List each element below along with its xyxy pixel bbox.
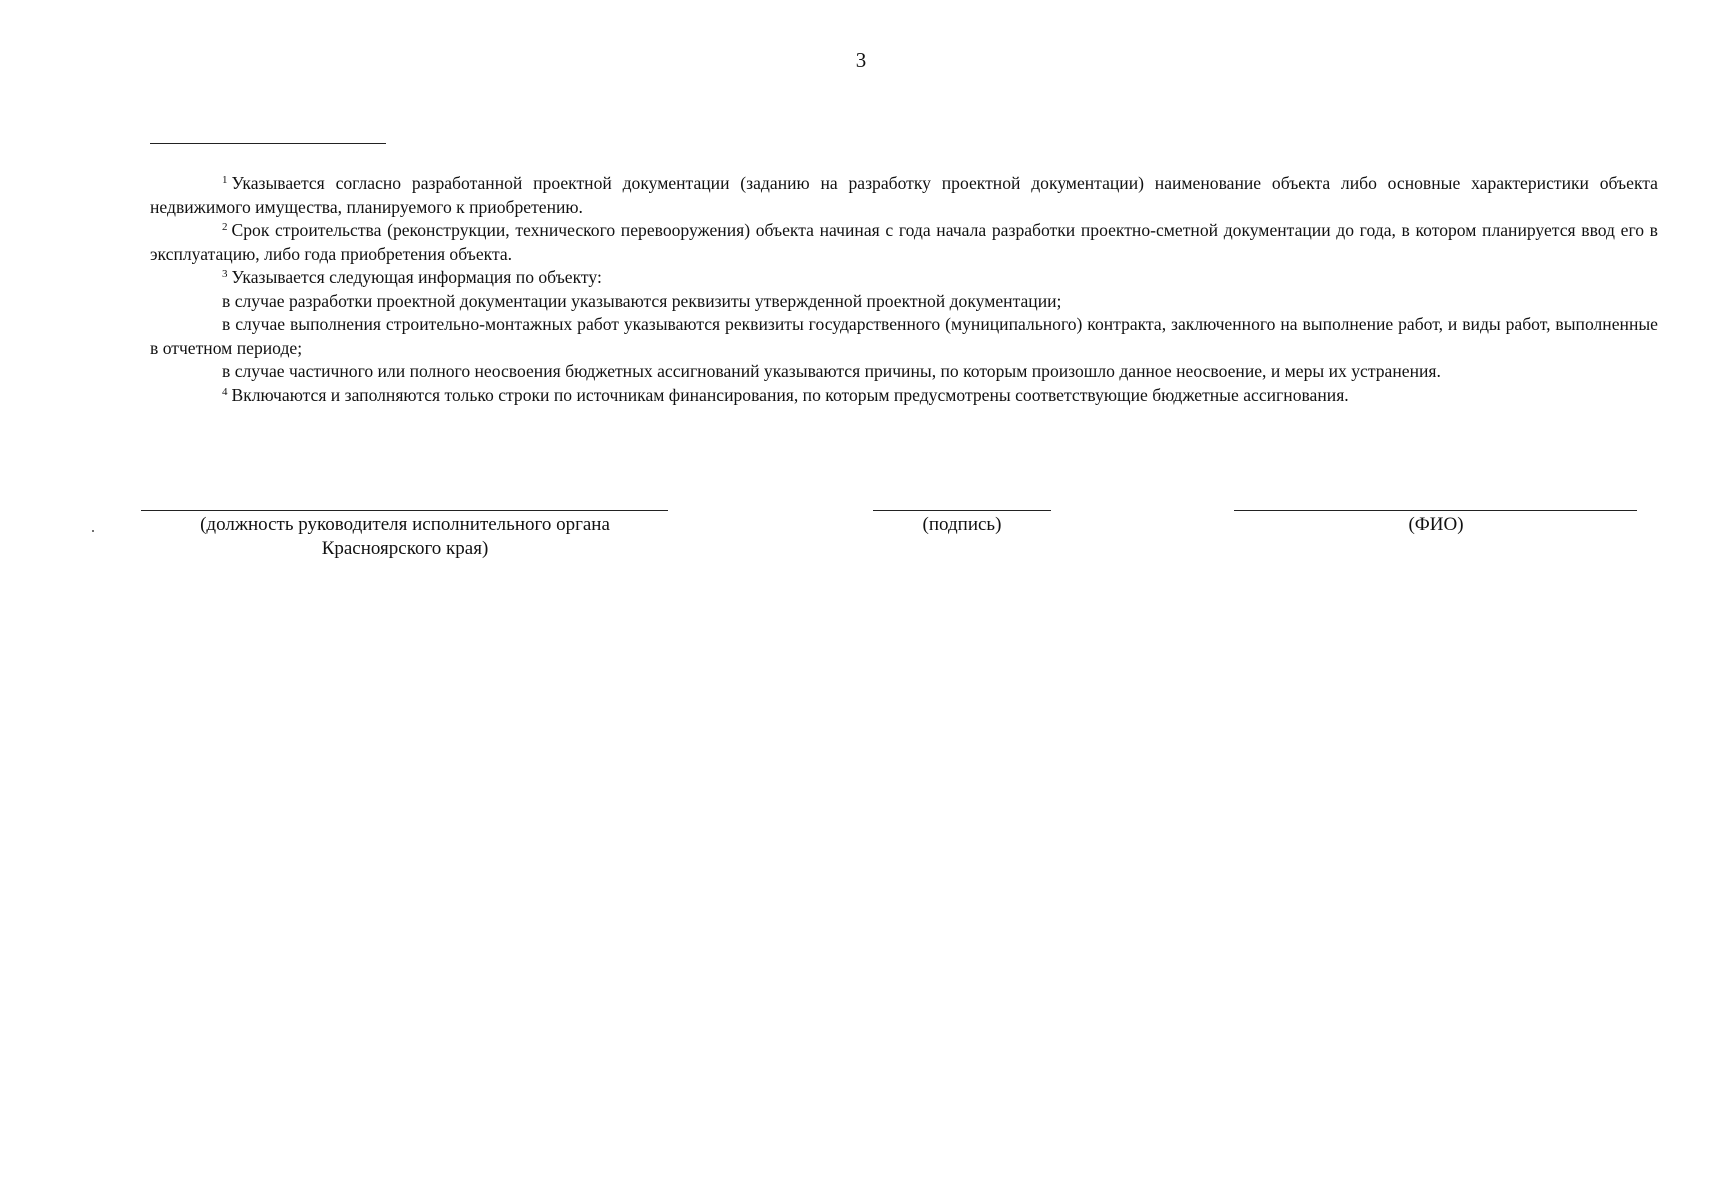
footnotes (150, 172, 1658, 407)
footnote-text: в случае выполнения строительно-монтажных работ указываются реквизиты государственного (муниципального) контракта, заключенного на выполнение работ, и виды работ, выполненные в отчетном периоде; (150, 314, 1658, 358)
footnote-2 (150, 219, 1658, 266)
name-signature-line (1234, 510, 1637, 511)
footnote-marker: 1 (222, 174, 228, 186)
position-signature-line (141, 510, 668, 511)
footnote-marker: 3 (222, 268, 228, 280)
scan-speck (92, 530, 94, 532)
footnote-text: в случае частичного или полного неосвоения бюджетных ассигнований указываются причины, по которым произошло данное неосвоение, и меры их устранения. (222, 361, 1441, 381)
footnote-4 (150, 384, 1658, 408)
position-caption (150, 513, 660, 561)
position-caption-line1: (должность руководителя исполнительного органа (200, 514, 610, 535)
footnote-3-item-underspending (150, 360, 1658, 384)
page-number: 3 (855, 48, 867, 72)
footnote-3 (150, 266, 1658, 290)
signature-caption: (подпись) (922, 514, 1002, 535)
footnote-text: Включаются и заполняются только строки по источникам финансирования, по которым предусмотрены соответствующие бюджетные ассигнования. (231, 384, 1349, 405)
footnote-text: в случае разработки проектной документации указываются реквизиты утвержденной проектной документации; (222, 290, 1062, 311)
footnote-marker: 2 (222, 221, 228, 233)
footnote-marker: 4 (222, 385, 228, 398)
footnote-3-item-construction (150, 313, 1658, 360)
footnote-text: Указывается согласно разработанной проектной документации (заданию на разработку проектной документации) наименование объекта либо основные характеристики объекта недвижимого имущества, планируемого к приобретению. (150, 173, 1658, 217)
position-caption-line2: Красноярского края) (321, 538, 489, 559)
name-caption: (ФИО) (1408, 514, 1464, 535)
footnote-text: Указывается следующая информация по объекту: (231, 267, 602, 287)
footnote-separator (150, 143, 386, 144)
footnote-text: Срок строительства (реконструкции, технического перевооружения) объекта начиная с года начала разработки проектно-сметной документации до года, в котором планируется ввод его в эксплуатацию, либо года приобретения объекта. (150, 220, 1658, 264)
signature-line (873, 510, 1051, 511)
footnote-1 (150, 172, 1658, 219)
footnote-3-item-design (150, 290, 1658, 314)
